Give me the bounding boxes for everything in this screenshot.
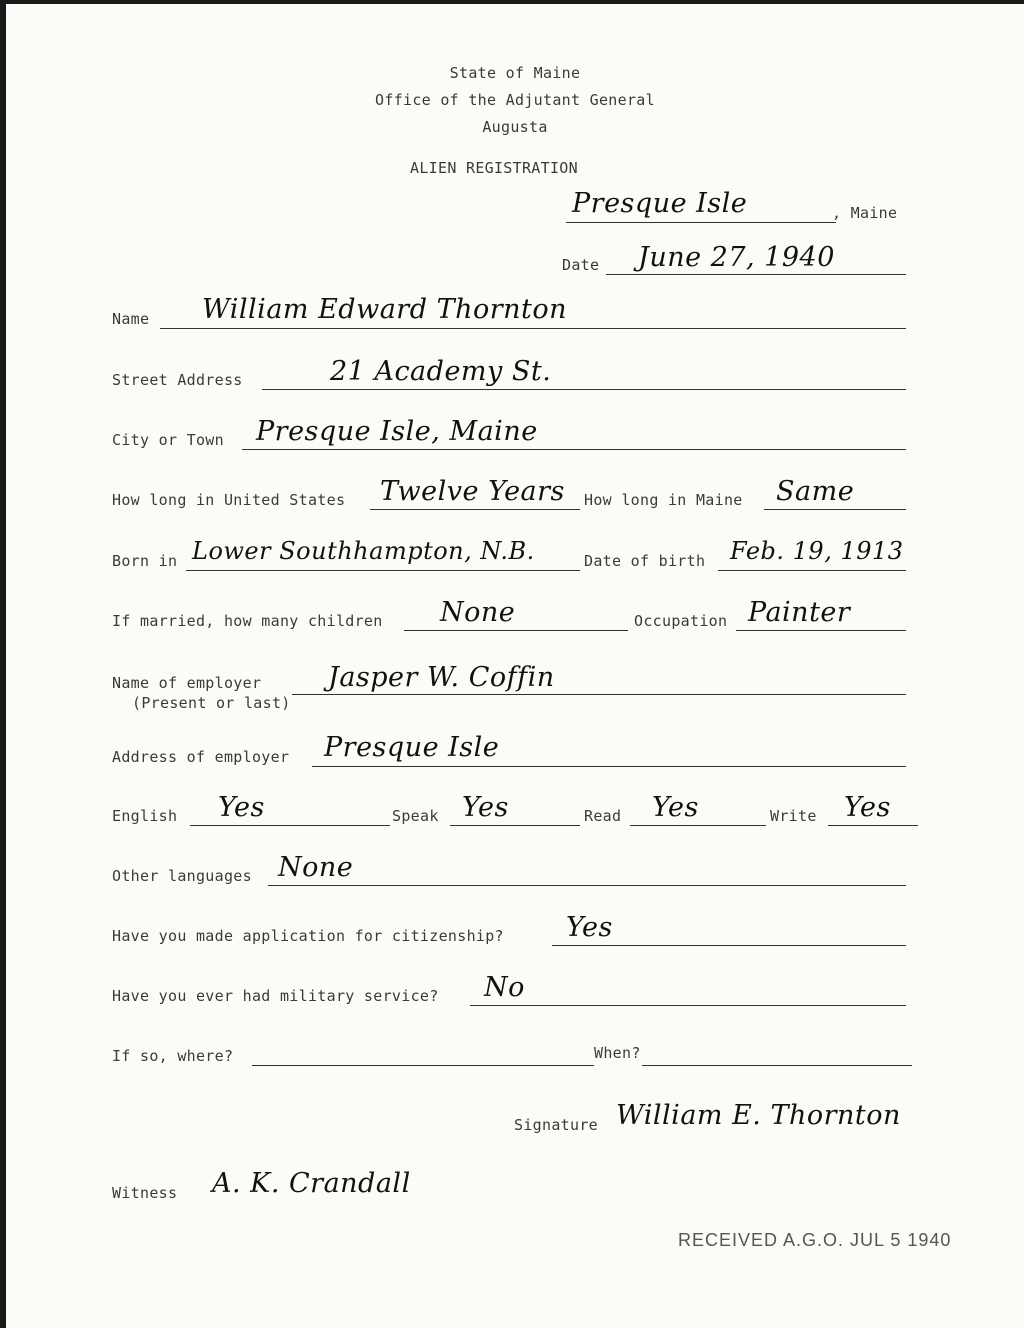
city-value: Presque Isle, Maine (256, 416, 538, 447)
street-line (262, 389, 906, 390)
read-line (630, 825, 766, 826)
read-label: Read (584, 807, 622, 825)
children-label: If married, how many children (112, 612, 383, 630)
military-value: No (484, 972, 525, 1003)
born-in-value: Lower Southhampton, N.B. (192, 537, 535, 565)
registration-form (6, 4, 1024, 1328)
witness-label: Witness (112, 1184, 178, 1202)
name-line (160, 328, 906, 329)
place-line (566, 222, 836, 223)
citizenship-line (552, 945, 906, 946)
when-label: When? (594, 1044, 641, 1062)
born-in-line (186, 570, 580, 571)
street-value: 21 Academy St. (330, 356, 552, 387)
how-long-us-line (370, 509, 580, 510)
received-stamp: RECEIVED A.G.O. JUL 5 1940 (678, 1230, 952, 1250)
employer-line (292, 694, 906, 695)
citizenship-value: Yes (566, 912, 613, 943)
speak-value: Yes (462, 792, 509, 823)
write-value: Yes (844, 792, 891, 823)
occupation-line (736, 630, 906, 631)
how-long-us-label: How long in United States (112, 491, 346, 509)
form-title: ALIEN REGISTRATION (410, 159, 578, 177)
military-label: Have you ever had military service? (112, 987, 439, 1005)
employer-address-line (312, 766, 906, 767)
when-line (642, 1065, 912, 1066)
children-line (404, 630, 628, 631)
employer-address-label: Address of employer (112, 748, 290, 766)
header-city: Augusta (482, 118, 548, 136)
occupation-label: Occupation (634, 612, 728, 630)
header-office: Office of the Adjutant General (375, 91, 655, 109)
date-line (606, 274, 906, 275)
where-label: If so, where? (112, 1047, 234, 1065)
date-value: June 27, 1940 (638, 242, 835, 273)
citizenship-label: Have you made application for citizenship? (112, 927, 504, 945)
employer-label: Name of employer (112, 674, 262, 692)
military-line (470, 1005, 906, 1006)
how-long-us-value: Twelve Years (380, 476, 565, 507)
date-label: Date (562, 256, 600, 274)
dob-value: Feb. 19, 1913 (730, 537, 904, 565)
witness-value: A. K. Crandall (212, 1168, 411, 1199)
how-long-maine-label: How long in Maine (584, 491, 743, 509)
where-line (252, 1065, 594, 1066)
how-long-maine-line (764, 509, 906, 510)
name-value: William Edward Thornton (202, 294, 568, 325)
read-value: Yes (652, 792, 699, 823)
place-suffix: , Maine (832, 204, 898, 222)
employer-address-value: Presque Isle (324, 732, 500, 763)
children-value: None (440, 597, 516, 628)
english-line (190, 825, 390, 826)
other-languages-label: Other languages (112, 867, 252, 885)
speak-label: Speak (392, 807, 439, 825)
occupation-value: Painter (748, 597, 851, 628)
city-label: City or Town (112, 431, 224, 449)
english-value: Yes (218, 792, 265, 823)
place-value: Presque Isle (572, 188, 748, 219)
header-state: State of Maine (449, 64, 581, 82)
employer-sublabel: (Present or last) (132, 694, 291, 712)
write-label: Write (770, 807, 817, 825)
name-label: Name (112, 310, 150, 328)
signature-value: William E. Thornton (616, 1100, 901, 1131)
born-in-label: Born in (112, 552, 178, 570)
signature-label: Signature (514, 1116, 598, 1134)
city-line (242, 449, 906, 450)
employer-value: Jasper W. Coffin (328, 662, 555, 693)
other-languages-line (268, 885, 906, 886)
dob-line (718, 570, 906, 571)
speak-line (450, 825, 580, 826)
dob-label: Date of birth (584, 552, 706, 570)
english-label: English (112, 807, 178, 825)
how-long-maine-value: Same (776, 476, 855, 507)
street-label: Street Address (112, 371, 243, 389)
other-languages-value: None (278, 852, 354, 883)
write-line (828, 825, 918, 826)
